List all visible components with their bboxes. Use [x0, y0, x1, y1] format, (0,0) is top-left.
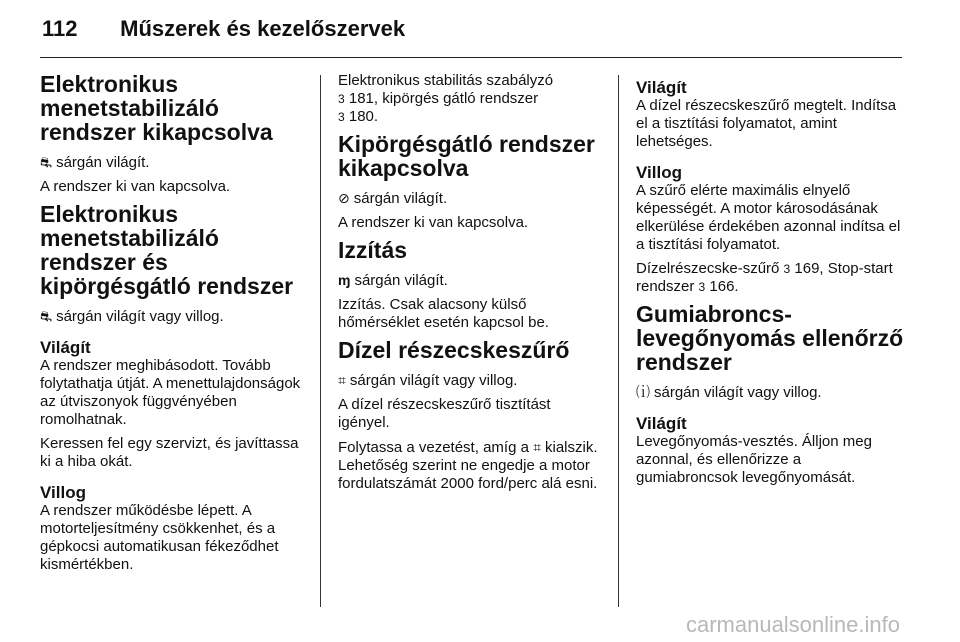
dpf-icon: ⌗ [338, 372, 346, 388]
tpms-status: ⒤ sárgán világít vagy villog. [636, 384, 822, 401]
heading-tpms: Gumiabroncs-levegőnyomás ellenőrző rendszer [636, 301, 904, 375]
esc-off-text: A rendszer ki van kapcsolva. [40, 178, 231, 195]
ref-icon: 3 [783, 262, 791, 276]
heading-lit: Világít [636, 78, 687, 97]
lit-text: A dízel részecskeszűrő megtelt. Indítsa el a tisztítási folyamatot, amint lehetséges. [636, 97, 897, 150]
page-title: Műszerek és kezelőszervek [120, 16, 406, 41]
tpms-icon: ⒤ [636, 384, 650, 400]
tc-off-status: ⊘ sárgán világít. [338, 190, 448, 207]
column-divider-2 [618, 75, 619, 607]
page-header [42, 16, 405, 42]
dpf-text-1: A dízel részecskeszűrő tisztítást igényel. [338, 396, 551, 431]
esc-warning-icon: ⛐ [40, 308, 53, 324]
esc-off-icon: ⛐ [40, 154, 53, 170]
heading-tc-off: Kipörgésgátló rendszer kikapcsolva [338, 131, 595, 181]
column-divider-1 [320, 75, 321, 607]
heading-lit-2: Világít [636, 414, 687, 433]
heading-lit: Világít [40, 338, 91, 357]
heading-esc-off: Elektronikus menetstabilizáló rendszer kikapcsolva [40, 71, 273, 145]
intro-text: Elektronikus stabilitás szabályzó 3 181, kipörgés gátló rendszer 3 180. [338, 72, 554, 125]
ref-icon: 3 [698, 280, 706, 294]
flash-text: A rendszer működésbe lépett. A motorteljesítmény csökkenhet, és a gépkocsi automatikusan fékeződhet kismértékben. [40, 502, 279, 573]
header-rule [40, 57, 902, 58]
heading-dpf: Dízel részecskeszűrő [338, 337, 570, 363]
esc-tc-status: ⛐ sárgán világít vagy villog. [40, 308, 224, 325]
heading-flash: Villog [636, 163, 682, 182]
watermark: carmanualsonline.info [685, 612, 900, 637]
column-3 [636, 72, 904, 493]
dpf-status: ⌗ sárgán világít vagy villog. [338, 372, 518, 389]
tc-off-text: A rendszer ki van kapcsolva. [338, 214, 529, 231]
xref-text: Dízelrészecske-szűrő 3 169, Stop-start rendszer 3 166. [636, 260, 893, 295]
page-number: 112 [42, 16, 78, 41]
heading-preheat: Izzítás [338, 237, 408, 263]
tc-off-icon: ⊘ [338, 190, 350, 206]
lit-text-2: Keressen fel egy szervizt, és javíttassa ki a hiba okát. [40, 435, 299, 470]
ref-icon: 3 [338, 92, 345, 106]
heading-esc-tc: Elektronikus menetstabilizáló rendszer és kipörgésgátló rendszer [40, 201, 294, 299]
preheat-text: Izzítás. Csak alacsony külső hőmérséklet esetén kapcsol be. [338, 296, 549, 331]
ref-icon: 3 [338, 110, 345, 124]
heading-flash: Villog [40, 483, 86, 502]
lit-text-2: Levegőnyomás-vesztés. Álljon meg azonnal, és ellenőrizze a gumiabroncsok levegőnyomását. [636, 433, 872, 486]
preheat-status: ɱ sárgán világít. [338, 272, 448, 289]
column-2 [338, 72, 606, 499]
lit-text-1: A rendszer meghibásodott. Tovább folytathatja útját. A menettulajdonságok az útviszonyok függvényében romolhatnak. [40, 357, 301, 428]
preheat-icon: ɱ [338, 272, 351, 288]
flash-text: A szűrő elérte maximális elnyelő képességét. A motor károsodásának elkerülése érdekében azonnal indítsa el a tisztítási folyamatot. [636, 182, 901, 253]
esc-off-status: ⛐ sárgán világít. [40, 154, 150, 171]
column-1 [40, 72, 308, 580]
dpf-text-2: Folytassa a vezetést, amíg a ⌗ kialszik. Lehetőség szerint ne engedje a motor fordulatszámát 2000 ford/perc alá esni. [338, 439, 598, 492]
dpf-icon: ⌗ [533, 439, 541, 455]
